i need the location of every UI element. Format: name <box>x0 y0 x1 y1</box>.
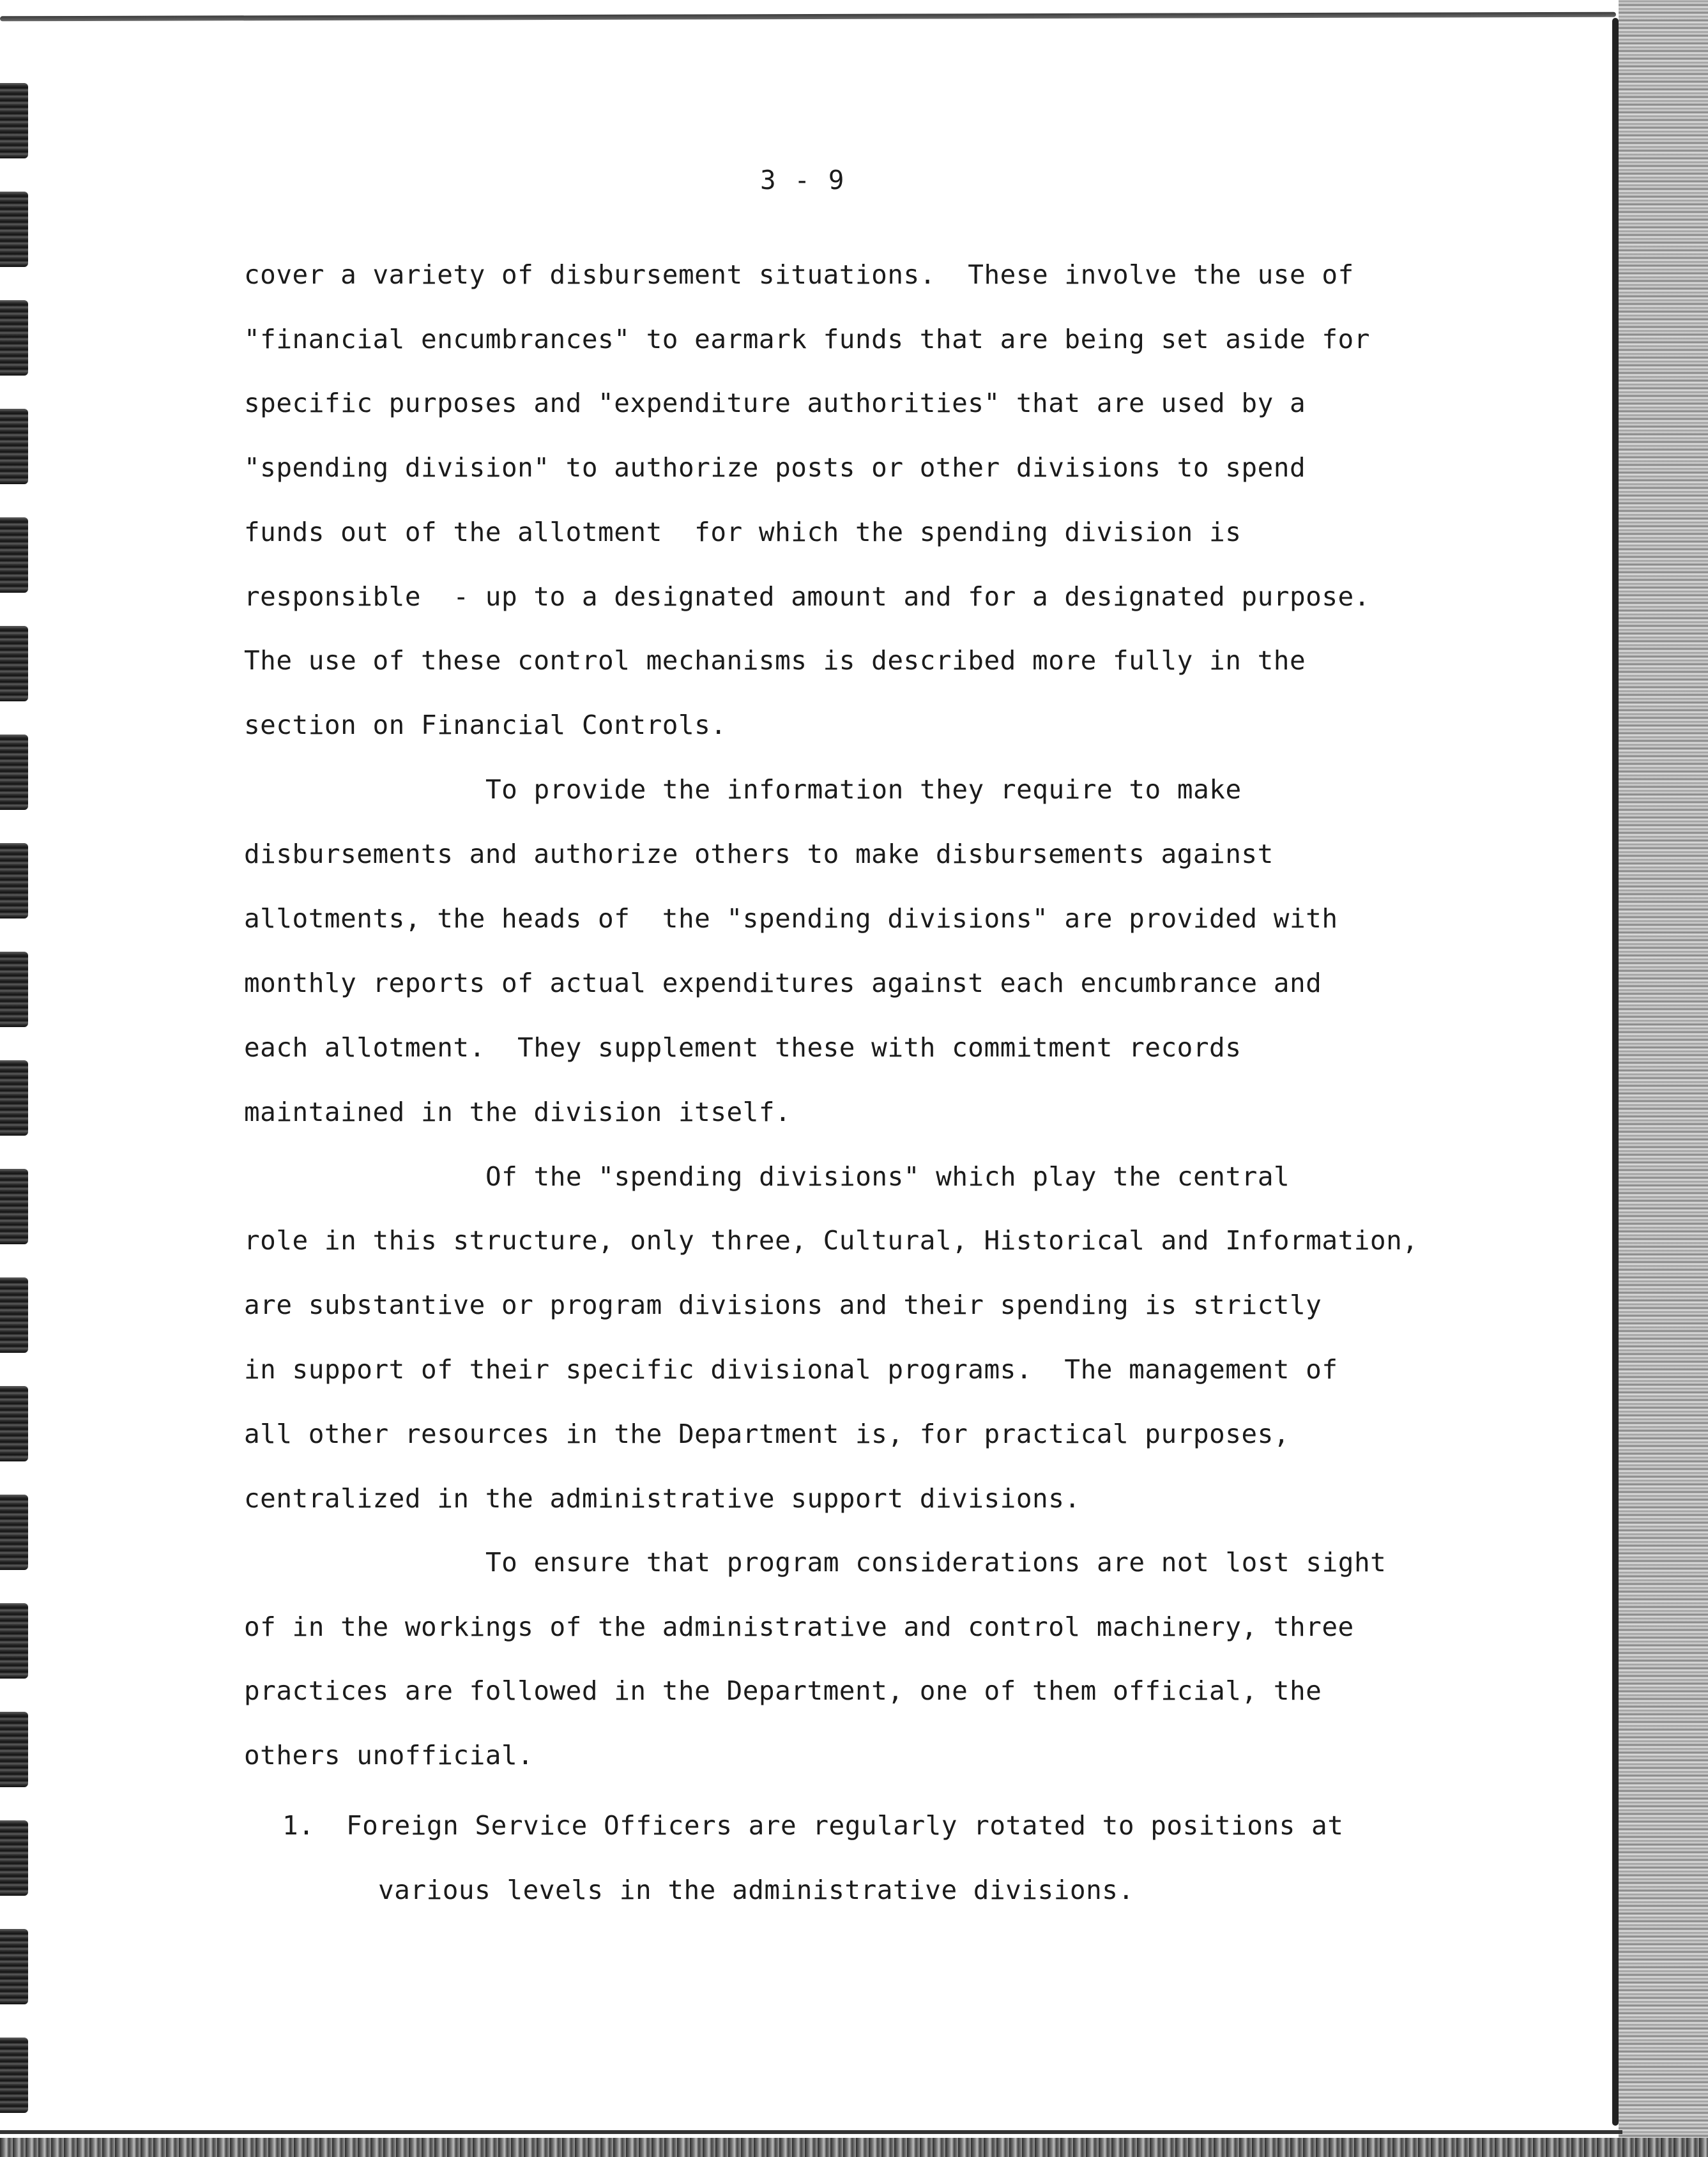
list-item-text-continued: various levels in the administrative divisions. <box>378 1875 1134 1905</box>
paragraph-1-line: "financial encumbrances" to earmark funds that are being set aside for <box>244 324 1370 354</box>
binding-hole <box>0 1060 28 1136</box>
binding-hole <box>0 1386 28 1461</box>
binding-hole <box>0 626 28 701</box>
paragraph-2-line: monthly reports of actual expenditures against each encumbrance and <box>244 968 1322 998</box>
binding-hole <box>0 1169 28 1244</box>
paragraph-2-line: each allotment. They supplement these with commitment records <box>244 1032 1242 1063</box>
paragraph-1-line: specific purposes and "expenditure authorities" that are used by a <box>244 388 1306 418</box>
binding-hole <box>0 952 28 1027</box>
binding-hole <box>0 83 28 158</box>
page-bottom-edge <box>0 2138 1708 2157</box>
paragraph-3-line: role in this structure, only three, Cultural, Historical and Information, <box>244 1225 1419 1256</box>
binding-hole <box>0 1929 28 2004</box>
binding-hole <box>0 517 28 593</box>
paragraph-3-line: all other resources in the Department is, for practical purposes, <box>244 1419 1290 1449</box>
paragraph-1-line: section on Financial Controls. <box>244 710 727 740</box>
paragraph-2-line: disbursements and authorize others to make disbursements against <box>244 839 1274 869</box>
binding-hole <box>0 2038 28 2113</box>
paragraph-4-line: practices are followed in the Department, one of them official, the <box>244 1675 1322 1706</box>
paragraph-1-line: responsible - up to a designated amount and for a designated purpose. <box>244 581 1370 612</box>
paragraph-4-line: To ensure that program considerations are not lost sight <box>485 1547 1387 1578</box>
binding-hole <box>0 409 28 484</box>
paragraph-3-line: in support of their specific divisional programs. The management of <box>244 1354 1338 1385</box>
paragraph-4-line: others unofficial. <box>244 1740 534 1771</box>
paragraph-1-line: The use of these control mechanisms is described more fully in the <box>244 645 1306 676</box>
paragraph-2-line: maintained in the division itself. <box>244 1097 791 1127</box>
page-right-shadow <box>1619 0 1708 2157</box>
binding-hole <box>0 1277 28 1353</box>
paragraph-3-line: are substantive or program divisions and their spending is strictly <box>244 1290 1322 1320</box>
paragraph-1-line: cover a variety of disbursement situations. These involve the use of <box>244 259 1354 290</box>
page-bottom-line <box>0 2130 1622 2134</box>
paragraph-3-line: Of the "spending divisions" which play the central <box>485 1161 1290 1192</box>
paragraph-1-line: funds out of the allotment for which the spending division is <box>244 517 1242 547</box>
paragraph-3-line: centralized in the administrative support divisions. <box>244 1483 1081 1514</box>
page-right-edge <box>1612 18 1619 2126</box>
binding-hole <box>0 735 28 810</box>
paragraph-4-line: of in the workings of the administrative and control machinery, three <box>244 1612 1354 1642</box>
binding-holes <box>0 77 38 2121</box>
binding-hole <box>0 1603 28 1679</box>
paragraph-2-line: To provide the information they require to make <box>485 774 1242 805</box>
binding-hole <box>0 1712 28 1787</box>
paragraph-2-line: allotments, the heads of the "spending divisions" are provided with <box>244 903 1338 934</box>
list-item-number: 1. <box>282 1810 315 1841</box>
binding-hole <box>0 192 28 267</box>
paragraph-1-line: "spending division" to authorize posts or other divisions to spend <box>244 452 1306 483</box>
binding-hole <box>0 300 28 376</box>
binding-hole <box>0 1820 28 1896</box>
binding-hole <box>0 843 28 918</box>
list-item-text: Foreign Service Officers are regularly rotated to positions at <box>346 1810 1344 1841</box>
binding-hole <box>0 1495 28 1570</box>
page-top-edge <box>0 12 1616 22</box>
page-number: 3 - 9 <box>760 165 846 195</box>
